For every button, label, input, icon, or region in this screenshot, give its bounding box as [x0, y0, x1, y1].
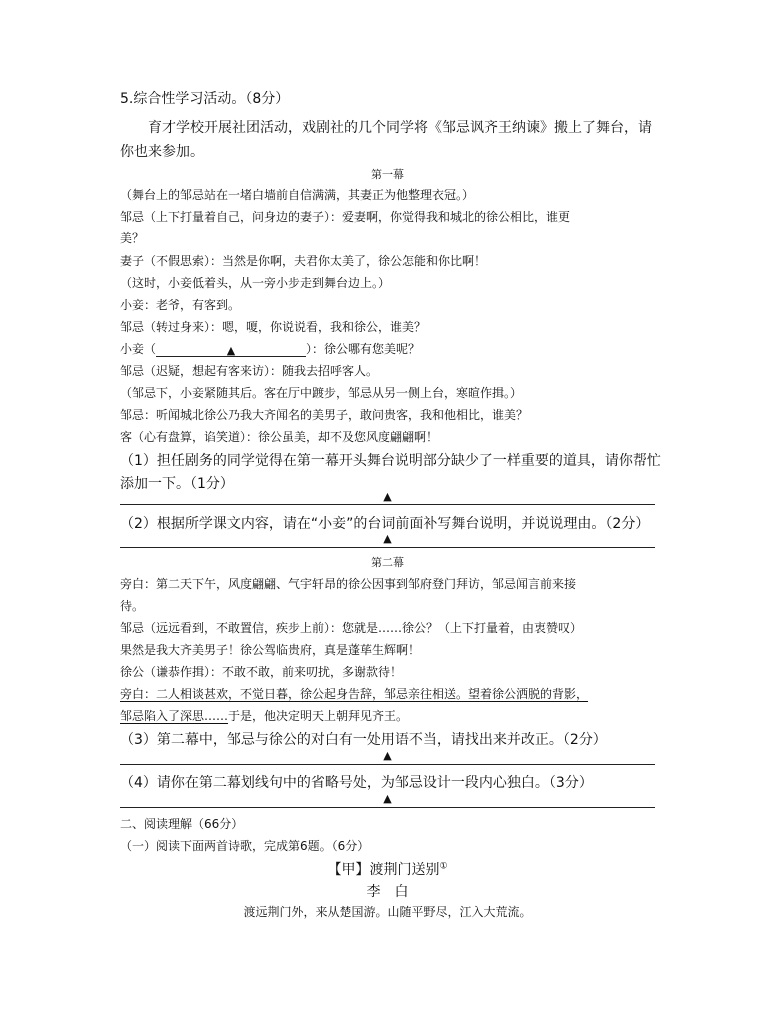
poem-label: 【甲】渡荆门送别: [327, 862, 440, 878]
act1-line: 美？: [120, 231, 145, 245]
poem-line: 渡远荆门外，来从楚国游。山随平野尽，江入大荒流。: [243, 905, 532, 919]
act1-line: 妻子（不假思索）：当然是你啊，夫君你太美了，徐公怎能和你比啊！: [120, 254, 487, 268]
answer-line-3[interactable]: [120, 764, 655, 765]
act2-line: 果然是我大齐美男子！徐公驾临贵府，真是蓬荜生辉啊！: [120, 643, 421, 657]
act2-line: 待。: [120, 599, 145, 613]
question-2: （2）根据所学课文内容，请在“小妾”的台词前面补写舞台说明，并说说理由。（2分）: [120, 516, 650, 532]
footnote-mark[interactable]: ①: [439, 861, 448, 872]
question-3: （3）第二幕中，邹忌与徐公的对白有一处用语不当，请找出来并改正。（2分）: [120, 732, 607, 748]
act1-title: 第一幕: [371, 168, 404, 181]
answer-marker-1: ▲: [383, 490, 392, 503]
poem-title: [120, 859, 655, 879]
answer-line-1[interactable]: [120, 504, 655, 505]
stage-direction-blank[interactable]: [156, 343, 306, 357]
q5-intro-line2: 你也来参加。: [120, 144, 204, 160]
act1-line: 邹忌（上下打量着自己，问身边的妻子）：爱妻啊，你觉得我和城北的徐公相比，谁更: [120, 210, 571, 224]
question-1-line1: （1）担任剧务的同学觉得在第一幕开头舞台说明部分缺少了一样重要的道具，请你帮忙: [120, 453, 661, 469]
act1-line: 邹忌：听闻城北徐公乃我大齐闻名的美男子，敢问贵客，我和他相比，谁美？: [120, 408, 529, 422]
underlined-ellipsis-text: 邹忌陷入了深思……: [120, 709, 229, 723]
q5-intro-line1: 育才学校开展社团活动，戏剧社的几个同学将《邹忌讽齐王纳谏》搬上了舞台，请: [148, 120, 652, 136]
after-underline-text: 于是，他决定明天上朝拜见齐王。: [228, 709, 409, 723]
act2-line: 旁白：第二天下午，风度翩翩、气宇轩昂的徐公因事到邹府登门拜访，邹忌闻言前来接: [120, 577, 577, 591]
question-4: （4）请你在第二幕划线句中的省略号处，为邹忌设计一段内心独白。（3分）: [120, 775, 593, 791]
q5-heading: 5.综合性学习活动。（8分）: [120, 91, 290, 107]
act2-line: 邹忌（远远看到，不敢置信，疾步上前）：您就是……徐公？（上下打量着，由衷赞叹）: [120, 621, 583, 635]
question-1-line2: 添加一下。（1分）: [120, 476, 234, 492]
answer-marker-3: ▲: [383, 749, 392, 762]
act1-line: 邹忌（迟疑，想起有客来访）：随我去招呼客人。: [120, 364, 379, 378]
answer-marker-4: ▲: [383, 792, 392, 805]
act2-title: 第二幕: [371, 556, 404, 569]
act1-line: 小妾：老爷，有客到。: [120, 298, 241, 312]
act2-underlined-line1: 旁白：二人相谈甚欢，不觉日暮，徐公起身告辞，邹忌亲往相送。望着徐公洒脱的背影，: [120, 687, 589, 701]
answer-line-4[interactable]: [120, 807, 655, 808]
concubine-suffix: ）：徐公哪有您美呢？: [306, 342, 421, 356]
concubine-prefix: 小妾（: [120, 342, 157, 356]
act1-line: （这时，小妾低着头，从一旁小步走到舞台边上。）: [120, 276, 391, 290]
answer-marker-2: ▲: [383, 532, 392, 545]
blank-marker: ▲: [226, 344, 236, 357]
act1-line: 邹忌（转过身来）：嗯，嗄，你说说看，我和徐公，谁美？: [120, 320, 427, 334]
section2-heading: 二、阅读理解（66分）: [120, 817, 244, 831]
act1-line: （邹忌下，小妾紧随其后。客在厅中踱步，邹忌从另一侧上台，寒暄作揖。）: [120, 386, 523, 400]
section2-subheading: （一）阅读下面两首诗歌，完成第6题。（6分）: [120, 839, 370, 853]
act1-line: （舞台上的邹忌站在一堵白墙前自信满满，其妻正为他整理衣冠。）: [120, 188, 475, 202]
answer-line-2[interactable]: [120, 547, 655, 548]
concubine-answer-line: [120, 340, 420, 357]
act2-underlined-line2: [120, 707, 408, 724]
act1-line: 客（心有盘算，谄笑道）：徐公虽美，却不及您风度翩翩啊！: [120, 430, 439, 444]
act2-line: 徐公（谦恭作揖）：不敢不敢，前来叨扰，多谢款待！: [120, 665, 403, 679]
poem-author: 李 白: [366, 884, 409, 900]
